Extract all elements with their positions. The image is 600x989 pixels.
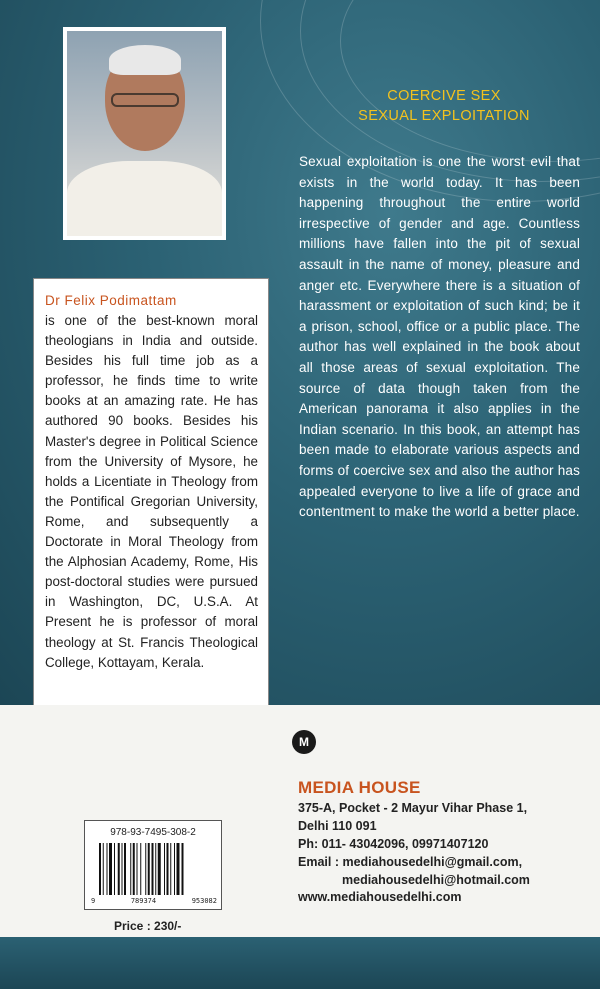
author-bio: is one of the best-known moral theologians in India and outside. Besides his full time job as a professor, he finds time to write books at an amazing rate. He has authored 90 books. Besides his Master's degree in Political Science from the University of Mysore, he holds a Licentiate in Theology from the Pontifical Gregorian University, Rome, and subsequently a Doctorate in Moral Theology from the Alphosian Academy, Rome, His post-doctoral studies were pursued in Washington, DC, U.S.A. At Present he is professor of moral theology at St. Francis Theological College, Kottayam, Kerala. — [45, 313, 258, 670]
barcode-digits — [91, 897, 217, 905]
title-line-2: SEXUAL EXPLOITATION — [358, 108, 530, 124]
price-label: Price : 230/- — [114, 919, 182, 933]
bottom-band — [0, 937, 600, 989]
publisher-address-2: Delhi 110 091 — [298, 819, 377, 833]
publisher-phone: Ph: 011- 43042096, 09971407120 — [298, 837, 489, 851]
title-line-1: COERCIVE SEX — [387, 88, 501, 104]
barcode-box — [84, 820, 222, 910]
publisher-name: MEDIA HOUSE — [298, 778, 421, 797]
publisher-website: www.mediahousedelhi.com — [298, 890, 462, 904]
book-blurb: Sexual exploitation is one the worst evil that exists in the world today. It has been happening throughout the entire world irrespective of gender and age. Countless millions have fallen into the pit of sexual assault in the name of money, pleasure and anger etc. Everywhere there is a situation of harassment or exploitation of such kind; be it a prison, school, office or a public place. The author has well explained in the book about all those areas of sexual exploitation. The source of data though taken from the American panorama it also applies in the Indian scenario. In this book, an attempt has been made to elaborate various aspects and forms of coercive sex and also the author has appealed everyone to live a life of grace and contentment to make the world a better place. — [299, 154, 580, 520]
author-photo — [63, 27, 226, 240]
barcode-icon — [99, 843, 209, 895]
isbn-text: 978-93-7495-308-2 — [110, 827, 196, 838]
barcode-digit-group: 953082 — [191, 897, 217, 905]
publisher-logo-icon: M — [292, 730, 316, 754]
barcode-digit-group: 789374 — [130, 897, 157, 905]
publisher-email-2: mediahousedelhi@hotmail.com — [342, 873, 530, 887]
author-name: Dr Felix Podimattam — [45, 293, 177, 308]
publisher-address-1: 375-A, Pocket - 2 Mayur Vihar Phase 1, — [298, 801, 528, 815]
book-title — [330, 86, 558, 126]
barcode-digit-group: 9 — [91, 897, 96, 905]
publisher-email-1: Email : mediahousedelhi@gmail.com, — [298, 855, 523, 869]
